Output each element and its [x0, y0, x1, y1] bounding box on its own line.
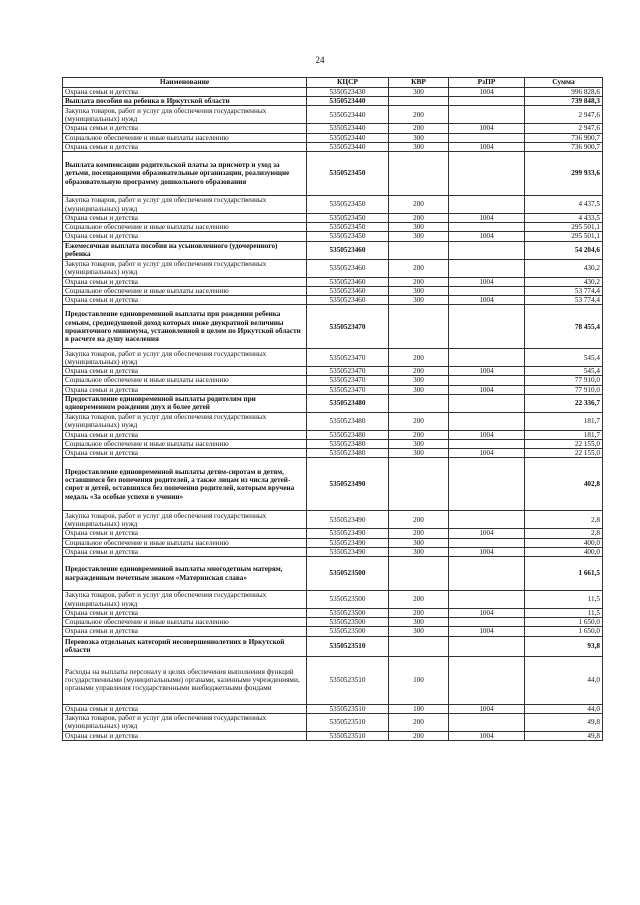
cell-kvr: [389, 305, 449, 349]
table-row: [63, 731, 603, 740]
cell-kcsr: 5350523510: [307, 704, 389, 713]
table-row: [63, 296, 603, 305]
cell-sum: 22 155,0: [525, 449, 603, 458]
cell-kvr: 300: [389, 538, 449, 547]
cell-name: Охрана семьи и детства: [63, 142, 307, 151]
cell-rzpr: 1004: [449, 430, 525, 439]
cell-name: Перевозка отдельных категорий несовершеннолетних в Иркутской области: [63, 636, 307, 656]
cell-kcsr: 5350523440: [307, 97, 389, 106]
cell-rzpr: [449, 286, 525, 295]
cell-kvr: 200: [389, 259, 449, 277]
cell-kvr: [389, 458, 449, 511]
header-kvr: КВР: [389, 78, 449, 88]
cell-rzpr: 1004: [449, 731, 525, 740]
cell-kcsr: 5350523490: [307, 529, 389, 538]
table-row: [63, 259, 603, 277]
cell-rzpr: [449, 591, 525, 609]
cell-sum: 4 437,5: [525, 196, 603, 214]
table-row: [63, 529, 603, 538]
cell-rzpr: [449, 557, 525, 591]
page-number: 24: [315, 55, 325, 65]
cell-sum: 2 947,6: [525, 106, 603, 124]
cell-rzpr: 1004: [449, 449, 525, 458]
table-row: [63, 286, 603, 295]
table-row: [63, 142, 603, 151]
cell-sum: 739 848,3: [525, 97, 603, 106]
table-row: [63, 214, 603, 223]
cell-rzpr: 1004: [449, 277, 525, 286]
budget-table: [62, 77, 603, 741]
cell-name: Предоставление единовременной выплаты родителям при одновременном рождении двух и более детей: [63, 394, 307, 412]
cell-sum: 430,2: [525, 277, 603, 286]
header-sum: Сумма: [525, 78, 603, 88]
cell-rzpr: [449, 152, 525, 196]
cell-rzpr: [449, 241, 525, 259]
cell-kcsr: 5350523480: [307, 430, 389, 439]
cell-rzpr: 1004: [449, 124, 525, 133]
cell-sum: 22 155,0: [525, 440, 603, 449]
table-row: [63, 385, 603, 394]
cell-name: Социальное обеспечение и иные выплаты населению: [63, 223, 307, 232]
cell-rzpr: [449, 97, 525, 106]
cell-kcsr: 5350523440: [307, 142, 389, 151]
cell-kvr: 200: [389, 430, 449, 439]
cell-sum: 181,7: [525, 430, 603, 439]
cell-sum: 49,8: [525, 713, 603, 731]
cell-name: Охрана семьи и детства: [63, 232, 307, 241]
table-row: [63, 430, 603, 439]
cell-kvr: 200: [389, 214, 449, 223]
cell-rzpr: 1004: [449, 367, 525, 376]
cell-rzpr: 1004: [449, 214, 525, 223]
cell-kcsr: 5350523510: [307, 636, 389, 656]
cell-kcsr: 5350523470: [307, 349, 389, 367]
cell-sum: 295 501,1: [525, 223, 603, 232]
cell-rzpr: 1004: [449, 88, 525, 97]
cell-name: Закупка товаров, работ и услуг для обеспечения государственных (муниципальных) нужд: [63, 196, 307, 214]
header-name: Наименование: [63, 78, 307, 88]
table-row: [63, 367, 603, 376]
table-row: [63, 394, 603, 412]
cell-sum: 736 900,7: [525, 142, 603, 151]
cell-sum: 402,8: [525, 458, 603, 511]
cell-kvr: 200: [389, 529, 449, 538]
cell-kcsr: 5350523470: [307, 367, 389, 376]
cell-sum: 181,7: [525, 412, 603, 430]
cell-name: Охрана семьи и детства: [63, 124, 307, 133]
cell-name: Охрана семьи и детства: [63, 214, 307, 223]
cell-kvr: 300: [389, 376, 449, 385]
table-row: [63, 713, 603, 731]
cell-name: Охрана семьи и детства: [63, 385, 307, 394]
table-row: [63, 591, 603, 609]
table-row: [63, 538, 603, 547]
table-row: [63, 305, 603, 349]
cell-kvr: 200: [389, 349, 449, 367]
cell-kcsr: 5350523500: [307, 609, 389, 618]
cell-sum: 77 910,0: [525, 376, 603, 385]
cell-sum: 77 910,0: [525, 385, 603, 394]
table-row: [63, 376, 603, 385]
cell-rzpr: [449, 376, 525, 385]
cell-rzpr: [449, 223, 525, 232]
cell-sum: 400,0: [525, 538, 603, 547]
cell-sum: 299 933,6: [525, 152, 603, 196]
cell-kcsr: 5350523430: [307, 88, 389, 97]
cell-kcsr: 5350523480: [307, 394, 389, 412]
table-row: [63, 618, 603, 627]
cell-rzpr: [449, 349, 525, 367]
cell-kvr: [389, 97, 449, 106]
cell-kvr: 300: [389, 547, 449, 556]
cell-kvr: 300: [389, 133, 449, 142]
cell-sum: 78 455,4: [525, 305, 603, 349]
cell-name: Социальное обеспечение и иные выплаты населению: [63, 133, 307, 142]
cell-rzpr: [449, 133, 525, 142]
cell-sum: 1 650,0: [525, 618, 603, 627]
cell-sum: 44,0: [525, 704, 603, 713]
cell-kvr: 200: [389, 367, 449, 376]
cell-name: Охрана семьи и детства: [63, 609, 307, 618]
cell-name: Расходы на выплаты персоналу в целях обеспечения выполнения функций государственными (муниципальными) органами, казенными учреждениями, органами управления государственными внебюджетными фондами: [63, 656, 307, 704]
cell-name: Охрана семьи и детства: [63, 88, 307, 97]
table-row: [63, 88, 603, 97]
table-row: [63, 412, 603, 430]
cell-kcsr: 5350523500: [307, 557, 389, 591]
cell-rzpr: [449, 259, 525, 277]
cell-name: Охрана семьи и детства: [63, 529, 307, 538]
table-row: [63, 547, 603, 556]
cell-kcsr: 5350523470: [307, 305, 389, 349]
cell-kcsr: 5350523450: [307, 214, 389, 223]
cell-kcsr: 5350523500: [307, 591, 389, 609]
table-row: [63, 609, 603, 618]
table-row: [63, 627, 603, 636]
cell-name: Социальное обеспечение и иные выплаты населению: [63, 618, 307, 627]
cell-sum: 996 828,6: [525, 88, 603, 97]
cell-kvr: [389, 636, 449, 656]
table-row: [63, 223, 603, 232]
cell-name: Выплата компенсации родительской платы за присмотр и уход за детьми, посещающими образовательные организации, реализующие образовательную программу дошкольного образования: [63, 152, 307, 196]
table-row: [63, 152, 603, 196]
cell-kcsr: 5350523490: [307, 458, 389, 511]
cell-name: Охрана семьи и детства: [63, 547, 307, 556]
cell-kvr: 300: [389, 385, 449, 394]
cell-kvr: [389, 152, 449, 196]
cell-kcsr: 5350523500: [307, 618, 389, 627]
cell-sum: 400,0: [525, 547, 603, 556]
cell-name: Охрана семьи и детства: [63, 367, 307, 376]
cell-kcsr: 5350523450: [307, 232, 389, 241]
cell-kvr: 200: [389, 124, 449, 133]
table-row: [63, 106, 603, 124]
header-rzpr: РзПР: [449, 78, 525, 88]
cell-name: Закупка товаров, работ и услуг для обеспечения государственных (муниципальных) нужд: [63, 591, 307, 609]
cell-kvr: 300: [389, 449, 449, 458]
cell-kvr: 300: [389, 142, 449, 151]
cell-name: Закупка товаров, работ и услуг для обеспечения государственных (муниципальных) нужд: [63, 511, 307, 529]
cell-name: Предоставление единовременной выплаты при рождении ребенка семьям, среднедушевой доход которых ниже двукратной величины прожиточного минимума, установленной в целом по Иркутской области в расчете на душу населения: [63, 305, 307, 349]
cell-name: Предоставление единовременной выплаты детям-сиротам и детям, оставшимся без попечения родителей, а также лицам из числа детей-сирот и детей, оставшихся без попечения родителей, которым вручена медаль «За особые успехи в учении»: [63, 458, 307, 511]
cell-kvr: 300: [389, 88, 449, 97]
cell-name: Охрана семьи и детства: [63, 430, 307, 439]
cell-kvr: [389, 394, 449, 412]
cell-name: Охрана семьи и детства: [63, 627, 307, 636]
cell-sum: 1 650,0: [525, 627, 603, 636]
table-row: [63, 277, 603, 286]
cell-name: Закупка товаров, работ и услуг для обеспечения государственных (муниципальных) нужд: [63, 713, 307, 731]
cell-rzpr: [449, 394, 525, 412]
cell-sum: 54 204,6: [525, 241, 603, 259]
cell-kvr: 300: [389, 232, 449, 241]
cell-sum: 1 661,5: [525, 557, 603, 591]
cell-kvr: 100: [389, 656, 449, 704]
table-row: [63, 458, 603, 511]
cell-kcsr: 5350523460: [307, 259, 389, 277]
cell-rzpr: [449, 412, 525, 430]
cell-sum: 2,8: [525, 511, 603, 529]
cell-sum: 53 774,4: [525, 286, 603, 295]
cell-kvr: [389, 241, 449, 259]
cell-sum: 11,5: [525, 609, 603, 618]
cell-rzpr: [449, 538, 525, 547]
cell-kcsr: 5350523460: [307, 241, 389, 259]
cell-rzpr: 1004: [449, 529, 525, 538]
cell-kcsr: 5350523470: [307, 385, 389, 394]
cell-kcsr: 5350523440: [307, 124, 389, 133]
table-row: [63, 511, 603, 529]
table-row: [63, 232, 603, 241]
cell-name: Закупка товаров, работ и услуг для обеспечения государственных (муниципальных) нужд: [63, 349, 307, 367]
cell-kcsr: 5350523450: [307, 196, 389, 214]
cell-name: Закупка товаров, работ и услуг для обеспечения государственных (муниципальных) нужд: [63, 106, 307, 124]
table-row: [63, 656, 603, 704]
table-row: [63, 241, 603, 259]
cell-kvr: 300: [389, 286, 449, 295]
cell-rzpr: [449, 440, 525, 449]
cell-rzpr: 1004: [449, 609, 525, 618]
cell-name: Охрана семьи и детства: [63, 704, 307, 713]
cell-name: Закупка товаров, работ и услуг для обеспечения государственных (муниципальных) нужд: [63, 412, 307, 430]
cell-kcsr: 5350523440: [307, 106, 389, 124]
cell-sum: 430,2: [525, 259, 603, 277]
cell-kcsr: 5350523490: [307, 511, 389, 529]
cell-kcsr: 5350523450: [307, 223, 389, 232]
cell-sum: 11,5: [525, 591, 603, 609]
cell-kvr: 200: [389, 591, 449, 609]
cell-rzpr: [449, 458, 525, 511]
cell-name: Социальное обеспечение и иные выплаты населению: [63, 376, 307, 385]
cell-kcsr: 5350523460: [307, 286, 389, 295]
cell-kcsr: 5350523510: [307, 656, 389, 704]
cell-kcsr: 5350523500: [307, 627, 389, 636]
cell-rzpr: [449, 511, 525, 529]
cell-kvr: [389, 557, 449, 591]
cell-name: Социальное обеспечение и иные выплаты населению: [63, 286, 307, 295]
cell-kvr: 200: [389, 731, 449, 740]
table-row: [63, 440, 603, 449]
cell-kvr: 200: [389, 511, 449, 529]
cell-kcsr: 5350523460: [307, 277, 389, 286]
cell-rzpr: [449, 636, 525, 656]
cell-name: Охрана семьи и детства: [63, 731, 307, 740]
header-kcsr: КЦСР: [307, 78, 389, 88]
cell-kcsr: 5350523490: [307, 547, 389, 556]
cell-kcsr: 5350523480: [307, 440, 389, 449]
cell-sum: 93,8: [525, 636, 603, 656]
cell-kvr: 300: [389, 223, 449, 232]
cell-sum: 545,4: [525, 367, 603, 376]
cell-kcsr: 5350523490: [307, 538, 389, 547]
cell-rzpr: 1004: [449, 547, 525, 556]
cell-rzpr: 1004: [449, 704, 525, 713]
cell-kcsr: 5350523480: [307, 412, 389, 430]
cell-sum: 53 774,4: [525, 296, 603, 305]
cell-rzpr: [449, 656, 525, 704]
cell-name: Закупка товаров, работ и услуг для обеспечения государственных (муниципальных) нужд: [63, 259, 307, 277]
cell-kvr: 300: [389, 296, 449, 305]
table-row: [63, 449, 603, 458]
cell-kcsr: 5350523470: [307, 376, 389, 385]
cell-sum: 2 947,6: [525, 124, 603, 133]
cell-sum: 295 501,1: [525, 232, 603, 241]
cell-kvr: 300: [389, 440, 449, 449]
cell-rzpr: [449, 196, 525, 214]
cell-kcsr: 5350523480: [307, 449, 389, 458]
cell-sum: 736 900,7: [525, 133, 603, 142]
cell-rzpr: [449, 618, 525, 627]
cell-rzpr: 1004: [449, 232, 525, 241]
cell-name: Охрана семьи и детства: [63, 296, 307, 305]
cell-rzpr: 1004: [449, 627, 525, 636]
cell-kvr: 100: [389, 704, 449, 713]
cell-rzpr: 1004: [449, 142, 525, 151]
cell-kvr: 200: [389, 713, 449, 731]
cell-sum: 2,8: [525, 529, 603, 538]
cell-kvr: 300: [389, 618, 449, 627]
cell-kvr: 200: [389, 412, 449, 430]
table-row: [63, 133, 603, 142]
cell-kcsr: 5350523440: [307, 133, 389, 142]
cell-kvr: 200: [389, 196, 449, 214]
cell-kvr: 300: [389, 627, 449, 636]
cell-name: Охрана семьи и детства: [63, 277, 307, 286]
cell-name: Охрана семьи и детства: [63, 449, 307, 458]
cell-rzpr: 1004: [449, 385, 525, 394]
cell-kcsr: 5350523460: [307, 296, 389, 305]
cell-name: Социальное обеспечение и иные выплаты населению: [63, 440, 307, 449]
cell-sum: 44,0: [525, 656, 603, 704]
cell-kcsr: 5350523510: [307, 713, 389, 731]
cell-rzpr: [449, 713, 525, 731]
table-row: [63, 97, 603, 106]
table-row: [63, 349, 603, 367]
cell-sum: 22 336,7: [525, 394, 603, 412]
table-header-row: [63, 78, 603, 88]
table-row: [63, 557, 603, 591]
cell-sum: 4 433,5: [525, 214, 603, 223]
cell-kcsr: 5350523450: [307, 152, 389, 196]
cell-rzpr: [449, 305, 525, 349]
table-row: [63, 124, 603, 133]
cell-name: Предоставление единовременной выплаты многодетным матерям, награжденным почетным знаком «Материнская слава»: [63, 557, 307, 591]
cell-kcsr: 5350523510: [307, 731, 389, 740]
table-row: [63, 704, 603, 713]
cell-sum: 545,4: [525, 349, 603, 367]
cell-rzpr: [449, 106, 525, 124]
table-row: [63, 636, 603, 656]
cell-rzpr: 1004: [449, 296, 525, 305]
cell-kvr: 200: [389, 106, 449, 124]
table-body: [63, 88, 603, 741]
cell-name: Выплата пособия на ребенка в Иркутской области: [63, 97, 307, 106]
cell-sum: 49,8: [525, 731, 603, 740]
cell-kvr: 200: [389, 609, 449, 618]
cell-name: Социальное обеспечение и иные выплаты населению: [63, 538, 307, 547]
cell-kvr: 200: [389, 277, 449, 286]
table-row: [63, 196, 603, 214]
cell-name: Ежемесячная выплата пособия на усыновленного (удочеренного) ребенка: [63, 241, 307, 259]
